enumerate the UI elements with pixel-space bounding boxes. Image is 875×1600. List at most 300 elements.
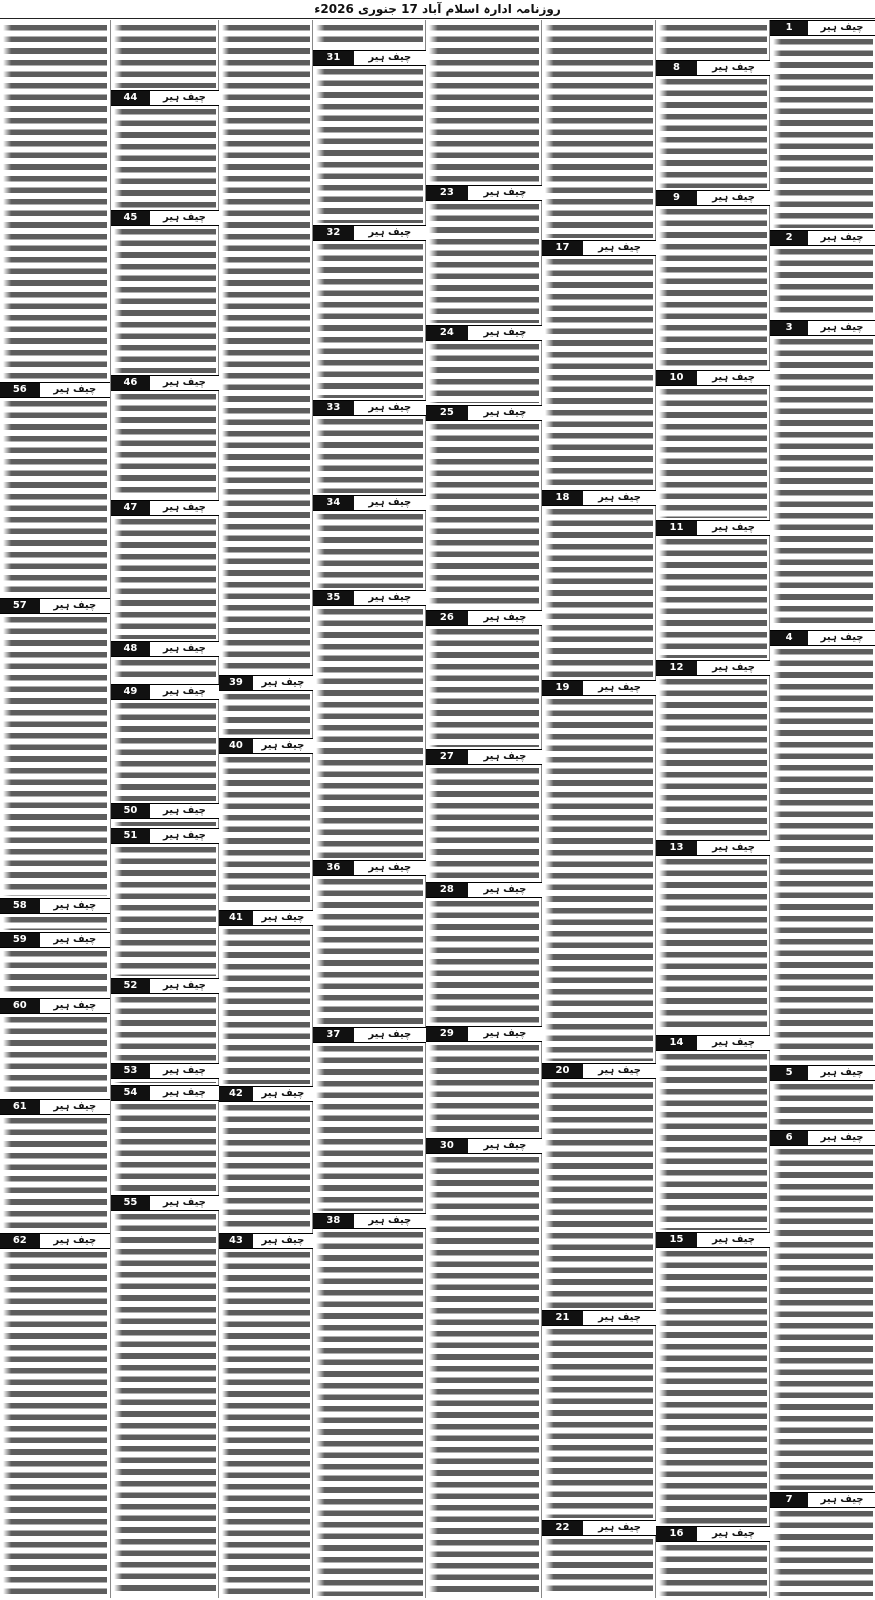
news-item-number: 45 — [111, 211, 150, 225]
news-item-header — [111, 828, 219, 844]
news-item-header — [656, 190, 770, 206]
article-text — [3, 1249, 107, 1596]
news-item-label: چیف ہیر — [712, 1528, 755, 1539]
article-continuation — [656, 20, 770, 60]
news-item-number: 34 — [313, 496, 354, 510]
news-item — [0, 898, 110, 932]
article-text — [659, 536, 767, 658]
news-item — [111, 1063, 219, 1085]
news-item-header — [0, 1233, 110, 1249]
news-item-header — [656, 370, 770, 386]
news-item — [542, 1310, 656, 1520]
news-item-header — [770, 1130, 875, 1146]
news-item-header — [656, 1232, 770, 1248]
article-text — [222, 22, 310, 673]
news-item-number: 47 — [111, 501, 150, 515]
news-item — [111, 978, 219, 1063]
article-text — [222, 1102, 310, 1231]
news-item-header — [426, 610, 542, 626]
news-item-number: 58 — [0, 899, 40, 913]
news-item-number: 62 — [0, 1234, 40, 1248]
news-item — [426, 882, 542, 1026]
column-3 — [541, 20, 656, 1598]
article-text — [545, 1326, 653, 1518]
news-item — [656, 1526, 770, 1598]
news-item-number: 36 — [313, 861, 354, 875]
article-text — [659, 22, 767, 58]
news-item-number: 1 — [770, 21, 808, 35]
news-item — [313, 225, 426, 400]
news-item-label: چیف ہیر — [163, 1065, 206, 1076]
news-item-number: 22 — [542, 1521, 583, 1535]
article-text — [545, 1079, 653, 1308]
news-item-label: چیف ہیر — [163, 502, 206, 513]
news-item-label: چیف ہیر — [712, 62, 755, 73]
article-text — [114, 22, 216, 88]
news-item-label: چیف ہیر — [53, 900, 97, 911]
news-item-number: 54 — [111, 1086, 150, 1100]
news-item-label: چیف ہیر — [712, 522, 755, 533]
article-text — [114, 657, 216, 682]
news-item-number: 3 — [770, 321, 808, 335]
news-item-number: 41 — [219, 911, 253, 925]
news-item-label: چیف ہیر — [53, 1000, 97, 1011]
news-item-header — [0, 932, 110, 948]
article-text — [3, 614, 107, 896]
news-item — [0, 598, 110, 898]
news-item — [426, 1026, 542, 1138]
news-item — [313, 860, 426, 1027]
column-4 — [425, 20, 542, 1598]
news-item-header — [0, 382, 110, 398]
news-item — [426, 325, 542, 405]
news-item-header — [542, 680, 656, 696]
news-item — [542, 1063, 656, 1310]
article-text — [773, 336, 873, 628]
news-item-number: 5 — [770, 1066, 808, 1080]
article-text — [429, 626, 539, 747]
news-item-header — [426, 185, 542, 201]
news-item — [542, 1520, 656, 1598]
news-item-header — [0, 998, 110, 1014]
news-item-label: چیف ہیر — [598, 1065, 641, 1076]
news-item — [0, 1099, 110, 1233]
news-item — [111, 1085, 219, 1195]
article-continuation — [219, 20, 313, 675]
news-item — [111, 641, 219, 684]
news-item-number: 25 — [426, 406, 468, 420]
article-text — [659, 676, 767, 838]
news-item-number: 24 — [426, 326, 468, 340]
news-item-label: چیف ہیر — [712, 192, 755, 203]
article-text — [545, 696, 653, 1061]
column-5 — [312, 20, 426, 1598]
news-item-number: 12 — [656, 661, 697, 675]
news-item — [770, 230, 875, 320]
news-item — [656, 370, 770, 520]
news-item — [313, 50, 426, 225]
news-item-header — [219, 1086, 313, 1102]
news-item-label: چیف ہیر — [483, 612, 527, 623]
news-item — [219, 910, 313, 1086]
news-item-number: 4 — [770, 631, 808, 645]
article-text — [545, 22, 653, 238]
news-item-header — [0, 898, 110, 914]
news-item-label: چیف ہیر — [483, 1140, 527, 1151]
news-item-label: چیف ہیر — [163, 686, 206, 697]
article-text — [114, 819, 216, 826]
news-item — [656, 60, 770, 190]
news-item-label: چیف ہیر — [261, 1088, 305, 1099]
news-item-label: چیف ہیر — [368, 497, 412, 508]
news-item-header — [219, 675, 313, 691]
news-item-label: چیف ہیر — [368, 227, 412, 238]
news-item-number: 11 — [656, 521, 697, 535]
article-text — [316, 1229, 423, 1596]
news-item-label: چیف ہیر — [598, 1312, 641, 1323]
news-item-header — [111, 1085, 219, 1101]
news-item-label: چیف ہیر — [368, 52, 412, 63]
news-item-label: چیف ہیر — [483, 1028, 527, 1039]
news-item-label: چیف ہیر — [820, 1132, 864, 1143]
article-text — [545, 506, 653, 678]
news-item — [219, 1233, 313, 1598]
news-item-header — [313, 50, 426, 66]
news-item — [111, 684, 219, 803]
news-item-number: 33 — [313, 401, 354, 415]
news-item-number: 7 — [770, 1493, 808, 1507]
news-item-header — [0, 598, 110, 614]
news-item-number: 59 — [0, 933, 40, 947]
article-text — [222, 691, 310, 736]
news-item-number: 29 — [426, 1027, 468, 1041]
news-item-header — [426, 749, 542, 765]
news-item-header — [770, 1065, 875, 1081]
column-6 — [218, 20, 313, 1598]
article-text — [773, 1508, 873, 1596]
news-item-header — [111, 210, 219, 226]
article-text — [114, 994, 216, 1061]
news-item-label: چیف ہیر — [53, 1235, 97, 1246]
news-item-header — [219, 910, 313, 926]
news-item-number: 32 — [313, 226, 354, 240]
article-text — [429, 1042, 539, 1136]
news-item — [111, 803, 219, 828]
news-item-label: چیف ہیر — [483, 187, 527, 198]
article-text — [659, 206, 767, 368]
news-item-header — [313, 1213, 426, 1229]
news-item — [0, 1233, 110, 1598]
news-item — [770, 1492, 875, 1598]
news-item-number: 43 — [219, 1234, 253, 1248]
news-item — [656, 1035, 770, 1232]
article-continuation — [0, 20, 110, 382]
news-item — [656, 660, 770, 840]
article-text — [3, 948, 107, 996]
news-item-label: چیف ہیر — [53, 1101, 97, 1112]
news-item-label: چیف ہیر — [598, 1522, 641, 1533]
news-item-header — [542, 1310, 656, 1326]
news-item-label: چیف ہیر — [163, 1087, 206, 1098]
news-item-header — [313, 590, 426, 606]
news-item-label: چیف ہیر — [483, 751, 527, 762]
news-item-label: چیف ہیر — [712, 842, 755, 853]
article-text — [114, 226, 216, 373]
news-item — [770, 320, 875, 630]
news-item-header — [111, 684, 219, 700]
news-item-label: چیف ہیر — [712, 372, 755, 383]
article-text — [773, 1081, 873, 1128]
news-item-header — [111, 803, 219, 819]
news-item — [656, 840, 770, 1035]
news-item — [219, 738, 313, 910]
news-item — [770, 1130, 875, 1492]
news-item-label: چیف ہیر — [368, 862, 412, 873]
news-item-label: چیف ہیر — [820, 322, 864, 333]
news-item-label: چیف ہیر — [163, 212, 206, 223]
article-text — [316, 66, 423, 223]
article-text — [3, 914, 107, 930]
news-item — [542, 240, 656, 490]
news-item-header — [542, 1063, 656, 1079]
news-item-header — [219, 1233, 313, 1249]
news-item — [0, 382, 110, 598]
news-item-label: چیف ہیر — [820, 232, 864, 243]
news-item-number: 60 — [0, 999, 40, 1013]
article-continuation — [111, 20, 219, 90]
article-text — [114, 1101, 216, 1193]
news-item-header — [111, 1063, 219, 1079]
article-text — [316, 606, 423, 858]
article-text — [222, 754, 310, 908]
article-text — [3, 22, 107, 380]
news-item-header — [542, 1520, 656, 1536]
news-item-number: 38 — [313, 1214, 354, 1228]
news-item-header — [111, 978, 219, 994]
news-item — [426, 185, 542, 325]
news-item-label: چیف ہیر — [368, 1215, 412, 1226]
news-item-label: چیف ہیر — [820, 22, 864, 33]
news-item-header — [111, 375, 219, 391]
news-item — [313, 590, 426, 860]
news-item-number: 23 — [426, 186, 468, 200]
news-item-number: 30 — [426, 1139, 468, 1153]
news-item-header — [219, 738, 313, 754]
news-item — [656, 190, 770, 370]
news-item — [219, 675, 313, 738]
news-item-number: 57 — [0, 599, 40, 613]
news-item-header — [542, 240, 656, 256]
news-item-label: چیف ہیر — [820, 1067, 864, 1078]
news-item-number: 35 — [313, 591, 354, 605]
news-item-label: چیف ہیر — [598, 242, 641, 253]
news-item — [542, 490, 656, 680]
news-item-number: 20 — [542, 1064, 583, 1078]
article-continuation — [313, 20, 426, 50]
article-text — [773, 36, 873, 228]
news-item-header — [111, 500, 219, 516]
news-item-header — [656, 660, 770, 676]
news-item-header — [426, 405, 542, 421]
article-text — [429, 765, 539, 880]
news-item-label: چیف ہیر — [261, 740, 305, 751]
news-item-number: 46 — [111, 376, 150, 390]
news-item-number: 2 — [770, 231, 808, 245]
news-item-header — [770, 230, 875, 246]
news-item-header — [313, 860, 426, 876]
news-item-number: 28 — [426, 883, 468, 897]
news-item-label: چیف ہیر — [261, 677, 305, 688]
news-item-label: چیف ہیر — [163, 92, 206, 103]
news-item-label: چیف ہیر — [598, 682, 641, 693]
article-text — [316, 241, 423, 398]
news-item-header — [656, 1035, 770, 1051]
masthead — [0, 0, 875, 19]
news-item — [313, 400, 426, 495]
article-text — [659, 1542, 767, 1596]
news-item-number: 39 — [219, 676, 253, 690]
news-item-number: 17 — [542, 241, 583, 255]
news-item-number: 52 — [111, 979, 150, 993]
news-item-number: 61 — [0, 1100, 40, 1114]
news-item-label: چیف ہیر — [163, 377, 206, 388]
news-item-number: 8 — [656, 61, 697, 75]
article-text — [222, 1249, 310, 1596]
news-item-label: چیف ہیر — [712, 662, 755, 673]
article-text — [316, 22, 423, 48]
news-item-number: 27 — [426, 750, 468, 764]
news-item-header — [770, 630, 875, 646]
news-item-header — [542, 490, 656, 506]
news-item-label: چیف ہیر — [368, 402, 412, 413]
news-item — [0, 932, 110, 998]
article-text — [316, 511, 423, 588]
news-item-label: چیف ہیر — [483, 884, 527, 895]
news-item-label: چیف ہیر — [261, 912, 305, 923]
news-item-number: 15 — [656, 1233, 697, 1247]
article-continuation — [542, 20, 656, 240]
article-text — [429, 201, 539, 323]
news-item-number: 26 — [426, 611, 468, 625]
news-item — [656, 520, 770, 660]
article-text — [659, 1248, 767, 1524]
news-item — [426, 1138, 542, 1598]
article-text — [316, 416, 423, 493]
news-item-label: چیف ہیر — [163, 1197, 206, 1208]
news-item-header — [426, 882, 542, 898]
article-text — [3, 1115, 107, 1231]
news-item-number: 56 — [0, 383, 40, 397]
news-item — [426, 405, 542, 610]
news-item — [656, 1232, 770, 1526]
article-text — [316, 876, 423, 1025]
news-item-header — [656, 520, 770, 536]
column-2 — [655, 20, 770, 1598]
article-text — [773, 646, 873, 1063]
news-item — [219, 1086, 313, 1233]
news-item-number: 14 — [656, 1036, 697, 1050]
news-item-header — [111, 1195, 219, 1211]
news-item-label: چیف ہیر — [483, 407, 527, 418]
article-text — [3, 1014, 107, 1097]
article-text — [659, 856, 767, 1033]
news-item-header — [111, 641, 219, 657]
news-item-header — [111, 90, 219, 106]
news-item — [111, 90, 219, 210]
column-1 — [769, 20, 875, 1598]
news-item-number: 44 — [111, 91, 150, 105]
article-text — [3, 398, 107, 596]
news-item-number: 21 — [542, 1311, 583, 1325]
news-item — [313, 1027, 426, 1213]
news-item-header — [426, 1026, 542, 1042]
news-item-header — [313, 495, 426, 511]
news-item — [542, 680, 656, 1063]
news-item-label: چیف ہیر — [261, 1235, 305, 1246]
news-item-number: 51 — [111, 829, 150, 843]
news-item-number: 48 — [111, 642, 150, 656]
masthead-title: روزنامہ ادارہ اسلام آباد 17 جنوری 2026ء — [314, 2, 561, 16]
news-item-number: 42 — [219, 1087, 253, 1101]
article-text — [114, 516, 216, 639]
news-item — [770, 630, 875, 1065]
news-item — [426, 749, 542, 882]
news-item-number: 16 — [656, 1527, 697, 1541]
article-text — [545, 1536, 653, 1596]
column-7 — [110, 20, 219, 1598]
news-item-number: 37 — [313, 1028, 354, 1042]
news-item-header — [426, 325, 542, 341]
article-text — [659, 76, 767, 188]
news-item-label: چیف ہیر — [820, 632, 864, 643]
news-item-label: چیف ہیر — [163, 805, 206, 816]
article-text — [659, 386, 767, 518]
news-item-number: 9 — [656, 191, 697, 205]
article-text — [222, 926, 310, 1084]
news-item-label: چیف ہیر — [483, 327, 527, 338]
article-text — [114, 1079, 216, 1083]
news-item — [313, 1213, 426, 1598]
news-item-header — [770, 1492, 875, 1508]
news-item-label: چیف ہیر — [163, 643, 206, 654]
news-item-label: چیف ہیر — [53, 600, 97, 611]
article-text — [429, 341, 539, 403]
news-item-label: چیف ہیر — [820, 1494, 864, 1505]
news-item-label: چیف ہیر — [163, 980, 206, 991]
article-continuation — [426, 20, 542, 185]
article-text — [114, 1211, 216, 1596]
news-item — [0, 998, 110, 1099]
news-item-header — [313, 400, 426, 416]
news-item-number: 31 — [313, 51, 354, 65]
news-item-header — [656, 60, 770, 76]
article-text — [114, 844, 216, 976]
news-item — [111, 210, 219, 375]
news-item-header — [313, 1027, 426, 1043]
news-item-header — [0, 1099, 110, 1115]
news-item-number: 6 — [770, 1131, 808, 1145]
news-item — [313, 495, 426, 590]
article-text — [429, 898, 539, 1024]
article-text — [114, 391, 216, 498]
news-item — [426, 610, 542, 749]
news-item-number: 10 — [656, 371, 697, 385]
article-text — [429, 22, 539, 183]
news-item-label: چیف ہیر — [368, 1029, 412, 1040]
news-item — [111, 500, 219, 641]
news-item-label: چیف ہیر — [53, 384, 97, 395]
news-item-label: چیف ہیر — [712, 1037, 755, 1048]
